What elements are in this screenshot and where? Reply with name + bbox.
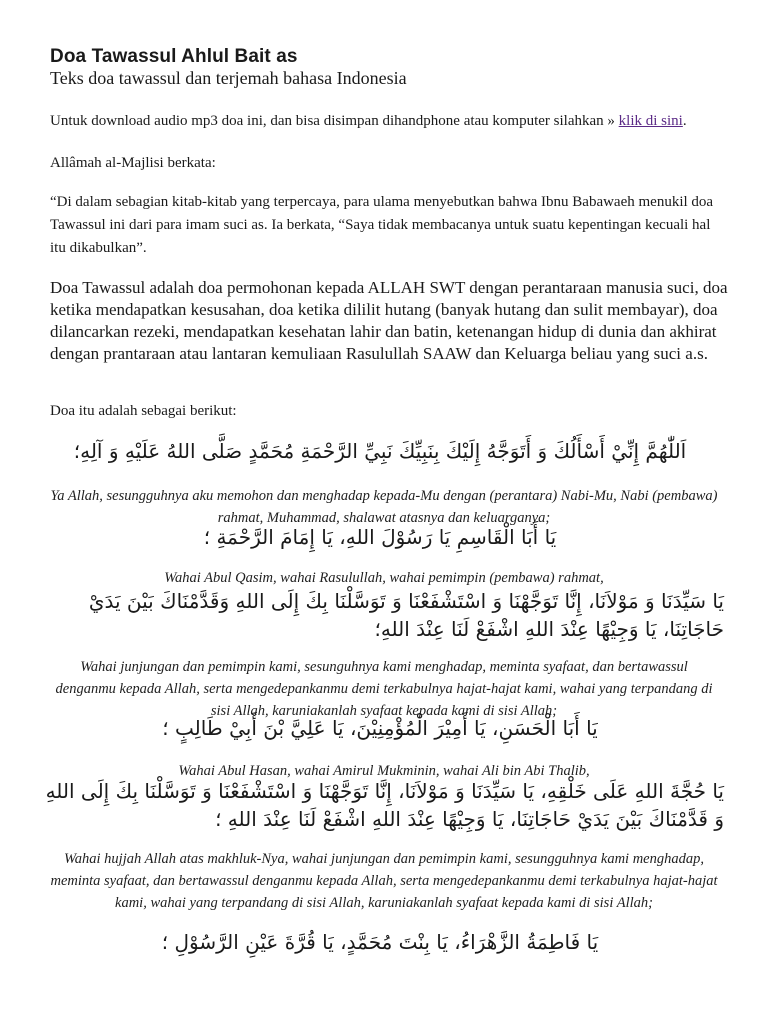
page-subtitle: Teks doa tawassul dan terjemah bahasa Indonesia: [50, 68, 407, 88]
quote-paragraph: “Di dalam sebagian kitab-kitab yang terpercaya, para ulama menyebutkan bahwa Ibnu Babawaeh menukil doa Tawassul ini dari para imam suci as. Ia berkata, “Saya tidak membacanya untuk suatu kepentingan kecuali hal itu dikabulkan”.: [50, 194, 714, 256]
page-title: Doa Tawassul Ahlul Bait as: [50, 46, 298, 67]
translation-2: Wahai Abul Qasim, wahai Rasulullah, wahai pemimpin (pembawa) rahmat,: [164, 570, 604, 586]
translation-4: Wahai Abul Hasan, wahai Amirul Mukminin, wahai Ali bin Abi Thalib,: [178, 763, 590, 779]
arabic-verse-3: يَا سَيِّدَنَا وَ مَوْلاَنَا، إِنَّا تَوَجَّهْنَا وَ اسْتَشْفَعْنَا وَ تَوَسَّلْنَا بِكَ إِلَى اللهِ وَقَدَّمْنَاكَ بَيْنَ يَدَيْ حَاجَاتِنَا، يَا وَجِيْهًا عِنْدَ اللهِ اشْفَعْ لَنَا عِنْدَ اللهِ؛: [88, 589, 724, 641]
arabic-verse-2: يَا أَبَا الْقَاسِمِ يَا رَسُوْلَ اللهِ، يَا إِمَامَ الرَّحْمَةِ ؛: [203, 525, 557, 549]
definition-paragraph: Doa Tawassul adalah doa permohonan kepada ALLAH SWT dengan perantaraan manusia suci, doa ketika mendapatkan kesusahan, doa ketika dililit hutang (banyak hutang dan sulit membayar), doa dilancarkan rezeki, mendapatkan kesehatan lahir dan batin, ketenangan hidup di dunia dan akhirat dengan prantaraan atau lantaran kemuliaan Rasulullah SAAW dan Keluarga beliau yang suci a.s.: [50, 278, 728, 363]
download-period: .: [682, 113, 687, 129]
translation-3: Wahai junjungan dan pemimpin kami, sesunguhnya kami menghadap, meminta syafaat, dan bertawassul denganmu kepada Allah, serta mengedepankanmu demi terkabulnya hajat-hajat kami, wahai yang terpandang di sisi Allah, karuniakanlah syafaat kepada kami di sisi Allah;: [55, 659, 713, 719]
translation-5: Wahai hujjah Allah atas makhluk-Nya, wahai junjungan dan pemimpin kami, sesungguhnya kami menghadap, meminta syafaat, dan bertawassul denganmu kepada Allah, serta mengedepankanmu demi terkabulnya hajat-hajat kami, wahai yang terpandang di sisi Allah, karuniakanlah syafaat kepada kami di sisi Allah;: [50, 851, 718, 911]
intro-line: Doa itu adalah sebagai berikut:: [50, 403, 237, 419]
arabic-verse-1: اَللّٰهُمَّ إِنِّيْ أَسْأَلُكَ وَ أَتَوَجَّهُ إِلَيْكَ بِنَبِيِّكَ نَبِيِّ الرَّحْمَةِ مُحَمَّدٍ صَلَّى اللهُ عَلَيْهِ وَ آلِهِ؛: [73, 439, 687, 463]
arabic-verse-4: يَا أَبَا الْحَسَنِ، يَا أَمِيْرَ الْمُؤْمِنِيْنَ، يَا عَلِيَّ بْنَ أَبِيْ طَالِبٍ ؛: [162, 716, 598, 740]
arabic-verse-6: يَا فَاطِمَةُ الزَّهْرَاءُ، يَا بِنْتَ مُحَمَّدٍ، يَا قُرَّةَ عَيْنِ الرَّسُوْلِ ؛: [161, 930, 599, 954]
allamah-line: Allâmah al-Majlisi berkata:: [50, 155, 216, 171]
translation-1: Ya Allah, sesungguhnya aku memohon dan menghadap kepada-Mu dengan (perantara) Nabi-Mu, Nabi (pembawa) rahmat, Muhammad, shalawat atasnya dan keluarganya;: [50, 488, 718, 526]
arabic-verse-5: يَا حُجَّةَ اللهِ عَلَى خَلْقِهِ، يَا سَيِّدَنَا وَ مَوْلاَنَا، إِنَّا تَوَجَّهْنَا وَ اسْتَشْفَعْنَا وَ تَوَسَّلْنَا بِكَ إِلَى اللهِ وَ قَدَّمْنَاكَ بَيْنَ يَدَيْ حَاجَاتِنَا، يَا وَجِيْهًا عِنْدَ اللهِ اشْفَعْ لَنَا عِنْدَ اللهِ ؛: [45, 779, 724, 831]
download-link[interactable]: klik di sini: [618, 113, 683, 129]
download-paragraph: [50, 110, 710, 133]
download-text: Untuk download audio mp3 doa ini, dan bisa disimpan dihandphone atau komputer silahkan »: [50, 113, 619, 129]
